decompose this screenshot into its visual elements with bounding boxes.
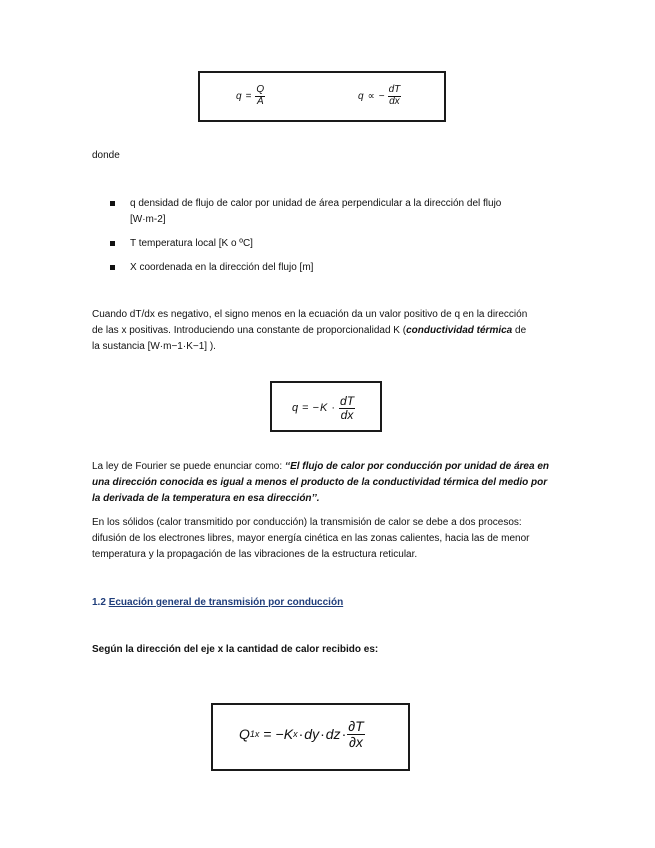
fraction-denominator: dx	[389, 95, 400, 107]
list-item-text: X coordenada en la dirección del flujo [m]	[130, 262, 314, 273]
text-span: La ley de Fourier se puede enunciar como:	[92, 461, 285, 472]
paragraph-line: En los sólidos (calor transmitido por conducción) la transmisión de calor se debe a dos procesos:	[92, 517, 522, 528]
list-item-text-cont: [W·m-2]	[130, 214, 166, 225]
formula-sign: −	[378, 90, 385, 102]
formula-subscript: 1x	[249, 729, 260, 740]
paragraph-line: temperatura y la propagación de las vibraciones de la estructura reticular.	[92, 549, 418, 560]
formula-operator: ·	[298, 726, 304, 743]
list-item	[108, 196, 578, 228]
formula-operator: =	[263, 726, 272, 743]
formula-symbol: dy	[304, 726, 320, 743]
fourier-law-formula	[292, 395, 355, 421]
formula-operator: =	[302, 402, 309, 415]
paragraph-line: difusión de los electrones libres, mayor energía cinética en las zonas calientes, hacia las de menor	[92, 533, 530, 544]
section-title-link[interactable]: Ecuación general de transmisión por conducción	[108, 597, 344, 608]
heat-conduction-formula	[239, 719, 365, 749]
formula-box-3	[211, 703, 410, 771]
paragraph-line	[92, 323, 526, 339]
fraction-denominator: dx	[340, 407, 354, 422]
list-item	[108, 260, 578, 276]
formula-symbol: K	[320, 402, 328, 415]
formula-box-2	[270, 381, 382, 432]
list-item-text: T temperatura local [K o ºC]	[130, 238, 253, 249]
paragraph-heat-received: Según la dirección del eje x la cantidad de calor recibido es:	[92, 644, 379, 655]
fraction-denominator: A	[256, 95, 264, 107]
formula-sign: −	[312, 402, 319, 415]
section-heading	[92, 595, 343, 611]
definition-list	[108, 196, 578, 276]
formula-fraction	[339, 395, 355, 421]
donde-text: donde	[92, 150, 120, 161]
formula-q-over-a	[236, 85, 265, 107]
formula-box-1	[198, 71, 446, 122]
fraction-numerator: Q	[256, 84, 265, 95]
formula-symbol: q	[358, 90, 364, 102]
formula-symbol: dz	[325, 726, 341, 743]
formula-sign: −	[275, 726, 284, 743]
paragraph-line: la derivada de la temperatura en esa dirección’’.	[92, 493, 320, 504]
paragraph-line: una dirección conocida es igual a menos el producto de la conductividad térmica del medio por	[92, 477, 548, 488]
emphasis-text: ‘‘El flujo de calor por conducción por unidad de área en	[284, 461, 550, 472]
formula-proportional	[358, 85, 401, 107]
section-number: 1.2	[92, 597, 106, 608]
fraction-denominator: ∂x	[349, 733, 363, 750]
fraction-numerator: ∂T	[348, 718, 364, 734]
formula-symbol: K	[283, 726, 294, 743]
formula-fraction	[255, 85, 265, 107]
paragraph-line: la sustancia [W·m−1·K−1] ).	[92, 341, 216, 352]
list-item	[108, 236, 578, 252]
formula-symbol: q	[292, 402, 299, 415]
text-span: de las x positivas. Introduciendo una constante de proporcionalidad K (	[92, 325, 407, 336]
fraction-numerator: dT	[388, 84, 401, 95]
paragraph-line	[92, 459, 549, 475]
formula-symbol: q	[236, 90, 242, 102]
paragraph-line: Cuando dT/dx es negativo, el signo menos en la ecuación da un valor positivo de q en la dirección	[92, 309, 528, 320]
formula-operator: =	[245, 90, 252, 102]
formula-operator: ∝	[367, 90, 375, 102]
formula-operator: ·	[331, 402, 336, 415]
list-item-text: q densidad de flujo de calor por unidad de área perpendicular a la dirección del flujo	[130, 198, 502, 209]
formula-fraction	[347, 719, 364, 749]
formula-subscript: x	[293, 729, 298, 740]
text-span: de	[512, 325, 527, 336]
formula-operator: ·	[341, 726, 347, 743]
formula-operator: ·	[320, 726, 325, 743]
fraction-numerator: dT	[340, 394, 355, 408]
formula-symbol: Q	[239, 726, 250, 743]
emphasis-text: conductividad térmica	[406, 325, 513, 336]
formula-fraction	[388, 85, 402, 107]
